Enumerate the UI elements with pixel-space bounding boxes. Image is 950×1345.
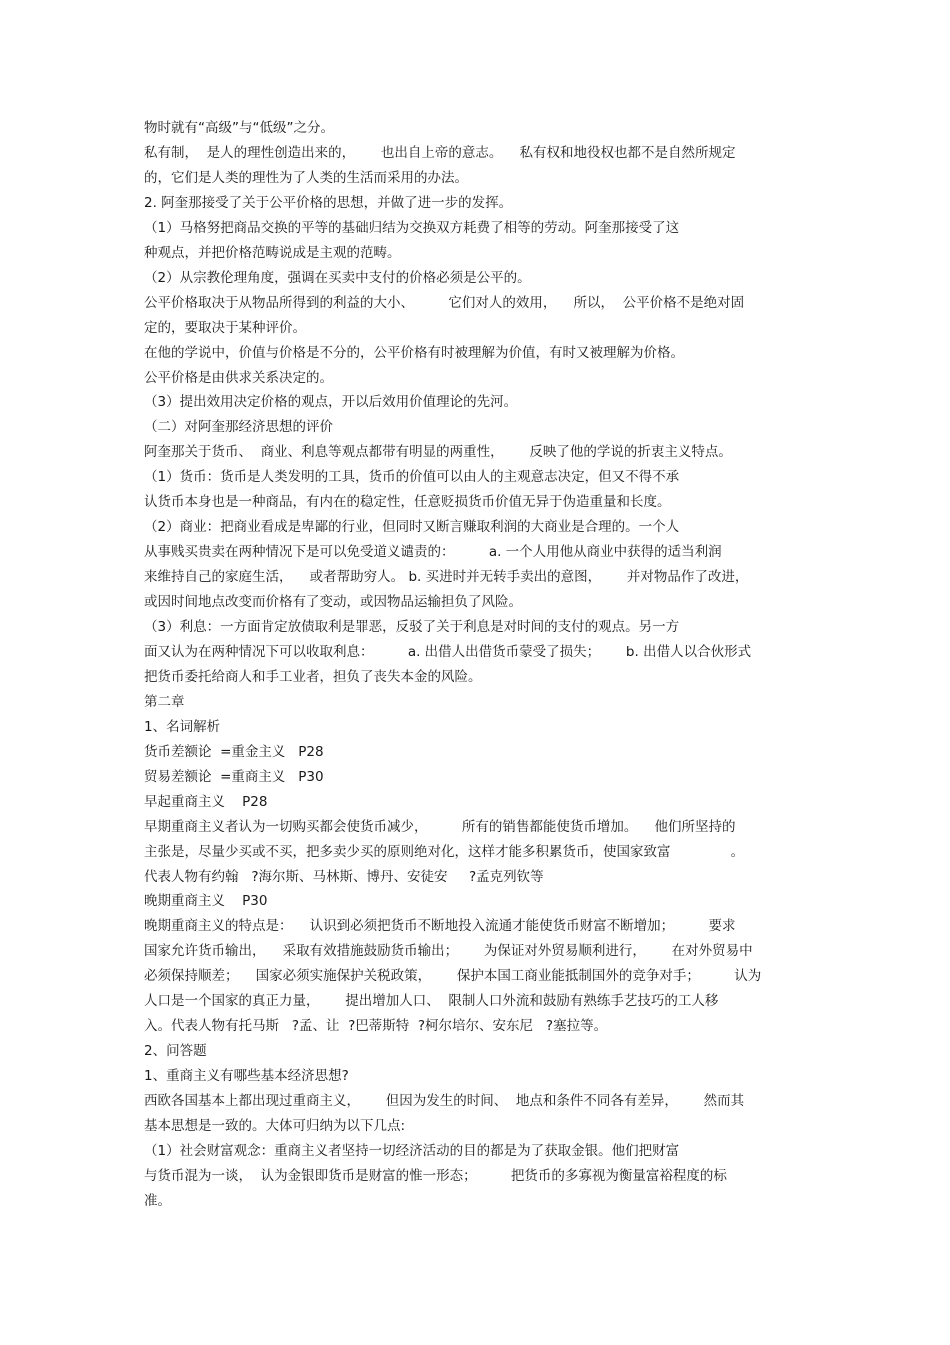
text-line: 定的，要取决于某种评价。 bbox=[144, 320, 306, 336]
text-line: （3）利息：一方面肯定放债取利是罪恶，反驳了关于利息是对时间的支付的观点。另一方 bbox=[144, 619, 680, 635]
text-line: 第二章 bbox=[144, 694, 185, 710]
text-line: 的，它们是人类的理性为了人类的生活而采用的办法。 bbox=[144, 170, 468, 186]
text-line: 晚期重商主义 P30 bbox=[144, 893, 268, 909]
text-line: （3）提出效用决定价格的观点，开以后效用价值理论的先河。 bbox=[144, 394, 518, 410]
text-line: 1、重商主义有哪些基本经济思想? bbox=[144, 1068, 349, 1084]
text-line: 阿奎那关于货币、 商业、利息等观点都带有明显的两重性， 反映了他的学说的折衷主义特点。 bbox=[144, 444, 732, 460]
text-line: 早起重商主义 P28 bbox=[144, 794, 268, 810]
text-line: 入。代表人物有托马斯 ?孟、让 ?巴蒂斯特 ?柯尔培尔、安东尼 ?塞拉等。 bbox=[144, 1018, 608, 1034]
text-line: 主张是，尽量少买或不买，把多卖少买的原则绝对化，这样才能多积累货币，使国家致富 。 bbox=[144, 844, 745, 860]
text-line: （二）对阿奎那经济思想的评价 bbox=[144, 419, 333, 435]
text-line: 基本思想是一致的。大体可归纳为以下几点: bbox=[144, 1118, 406, 1134]
text-line: 1、名词解析 bbox=[144, 719, 221, 735]
text-line: 准。 bbox=[144, 1193, 171, 1209]
text-line: 必须保持顺差； 国家必须实施保护关税政策， 保护本国工商业能抵制国外的竞争对手； 认为 bbox=[144, 968, 762, 984]
text-line: 晚期重商主义的特点是： 认识到必须把货币不断地投入流通才能使货币财富不断增加； 要求 bbox=[144, 918, 736, 934]
text-line: 在他的学说中，价值与价格是不分的，公平价格有时被理解为价值，有时又被理解为价格。 bbox=[144, 345, 684, 361]
text-line: 贸易差额论 =重商主义 P30 bbox=[144, 769, 324, 785]
text-line: 2、问答题 bbox=[144, 1043, 207, 1059]
text-line: 早期重商主义者认为一切购买都会使货币减少， 所有的销售都能使货币增加。 他们所坚持的 bbox=[144, 819, 736, 835]
text-line: 认货币本身也是一种商品，有内在的稳定性，任意贬损货币价值无异于伪造重量和长度。 bbox=[144, 494, 671, 510]
text-line: （1）马格努把商品交换的平等的基础归结为交换双方耗费了相等的劳动。阿奎那接受了这 bbox=[144, 220, 680, 236]
text-line: 货币差额论 =重金主义 P28 bbox=[144, 744, 324, 760]
text-line: 西欧各国基本上都出现过重商主义， 但因为发生的时间、 地点和条件不同各有差异， 然而其 bbox=[144, 1093, 745, 1109]
text-line: 物时就有“高级”与“低级”之分。 bbox=[144, 120, 334, 136]
text-line: 国家允许货币输出， 采取有效措施鼓励货币输出； 为保证对外贸易顺利进行， 在对外贸易中 bbox=[144, 943, 753, 959]
text-line: 2. 阿奎那接受了关于公平价格的思想，并做了进一步的发挥。 bbox=[144, 195, 513, 211]
text-line: 代表人物有约翰 ?海尔斯、马林斯、博丹、安徒安 ?孟克列钦等 bbox=[144, 869, 544, 885]
text-line: （2）商业：把商业看成是卑鄙的行业，但同时又断言赚取利润的大商业是合理的。一个人 bbox=[144, 519, 680, 535]
text-line: 种观点，并把价格范畴说成是主观的范畴。 bbox=[144, 245, 401, 261]
text-line: 与货币混为一谈， 认为金银即货币是财富的惟一形态； 把货币的多寡视为衡量富裕程度的标 bbox=[144, 1168, 727, 1184]
text-line: 把货币委托给商人和手工业者，担负了丧失本金的风险。 bbox=[144, 669, 482, 685]
text-line: （2）从宗教伦理角度，强调在买卖中支付的价格必须是公平的。 bbox=[144, 270, 531, 286]
text-line: 从事贱买贵卖在两种情况下是可以免受道义谴责的： a. 一个人用他从商业中获得的适当利润 bbox=[144, 544, 722, 560]
text-line: （1）社会财富观念：重商主义者坚持一切经济活动的目的都是为了获取金银。他们把财富 bbox=[144, 1143, 680, 1159]
text-line: 面又认为在两种情况下可以收取利息： a. 出借人出借货币蒙受了损失； b. 出借人以合伙形式 bbox=[144, 644, 752, 660]
text-line: 私有制， 是人的理性创造出来的， 也出自上帝的意志。 私有权和地役权也都不是自然所规定 bbox=[144, 145, 736, 161]
text-line: 来维持自己的家庭生活， 或者帮助穷人。 b. 买进时并无转手卖出的意图， 并对物品作了改进， bbox=[144, 569, 749, 585]
text-line: 公平价格是由供求关系决定的。 bbox=[144, 370, 333, 386]
text-line: 公平价格取决于从物品所得到的利益的大小、 它们对人的效用， 所以， 公平价格不是绝对固 bbox=[144, 295, 745, 311]
text-line: 或因时间地点改变而价格有了变动，或因物品运输担负了风险。 bbox=[144, 594, 522, 610]
text-line: （1）货币：货币是人类发明的工具，货币的价值可以由人的主观意志决定，但又不得不承 bbox=[144, 469, 680, 485]
text-line: 人口是一个国家的真正力量， 提出增加人口、 限制人口外流和鼓励有熟练手艺技巧的工人移 bbox=[144, 993, 719, 1009]
